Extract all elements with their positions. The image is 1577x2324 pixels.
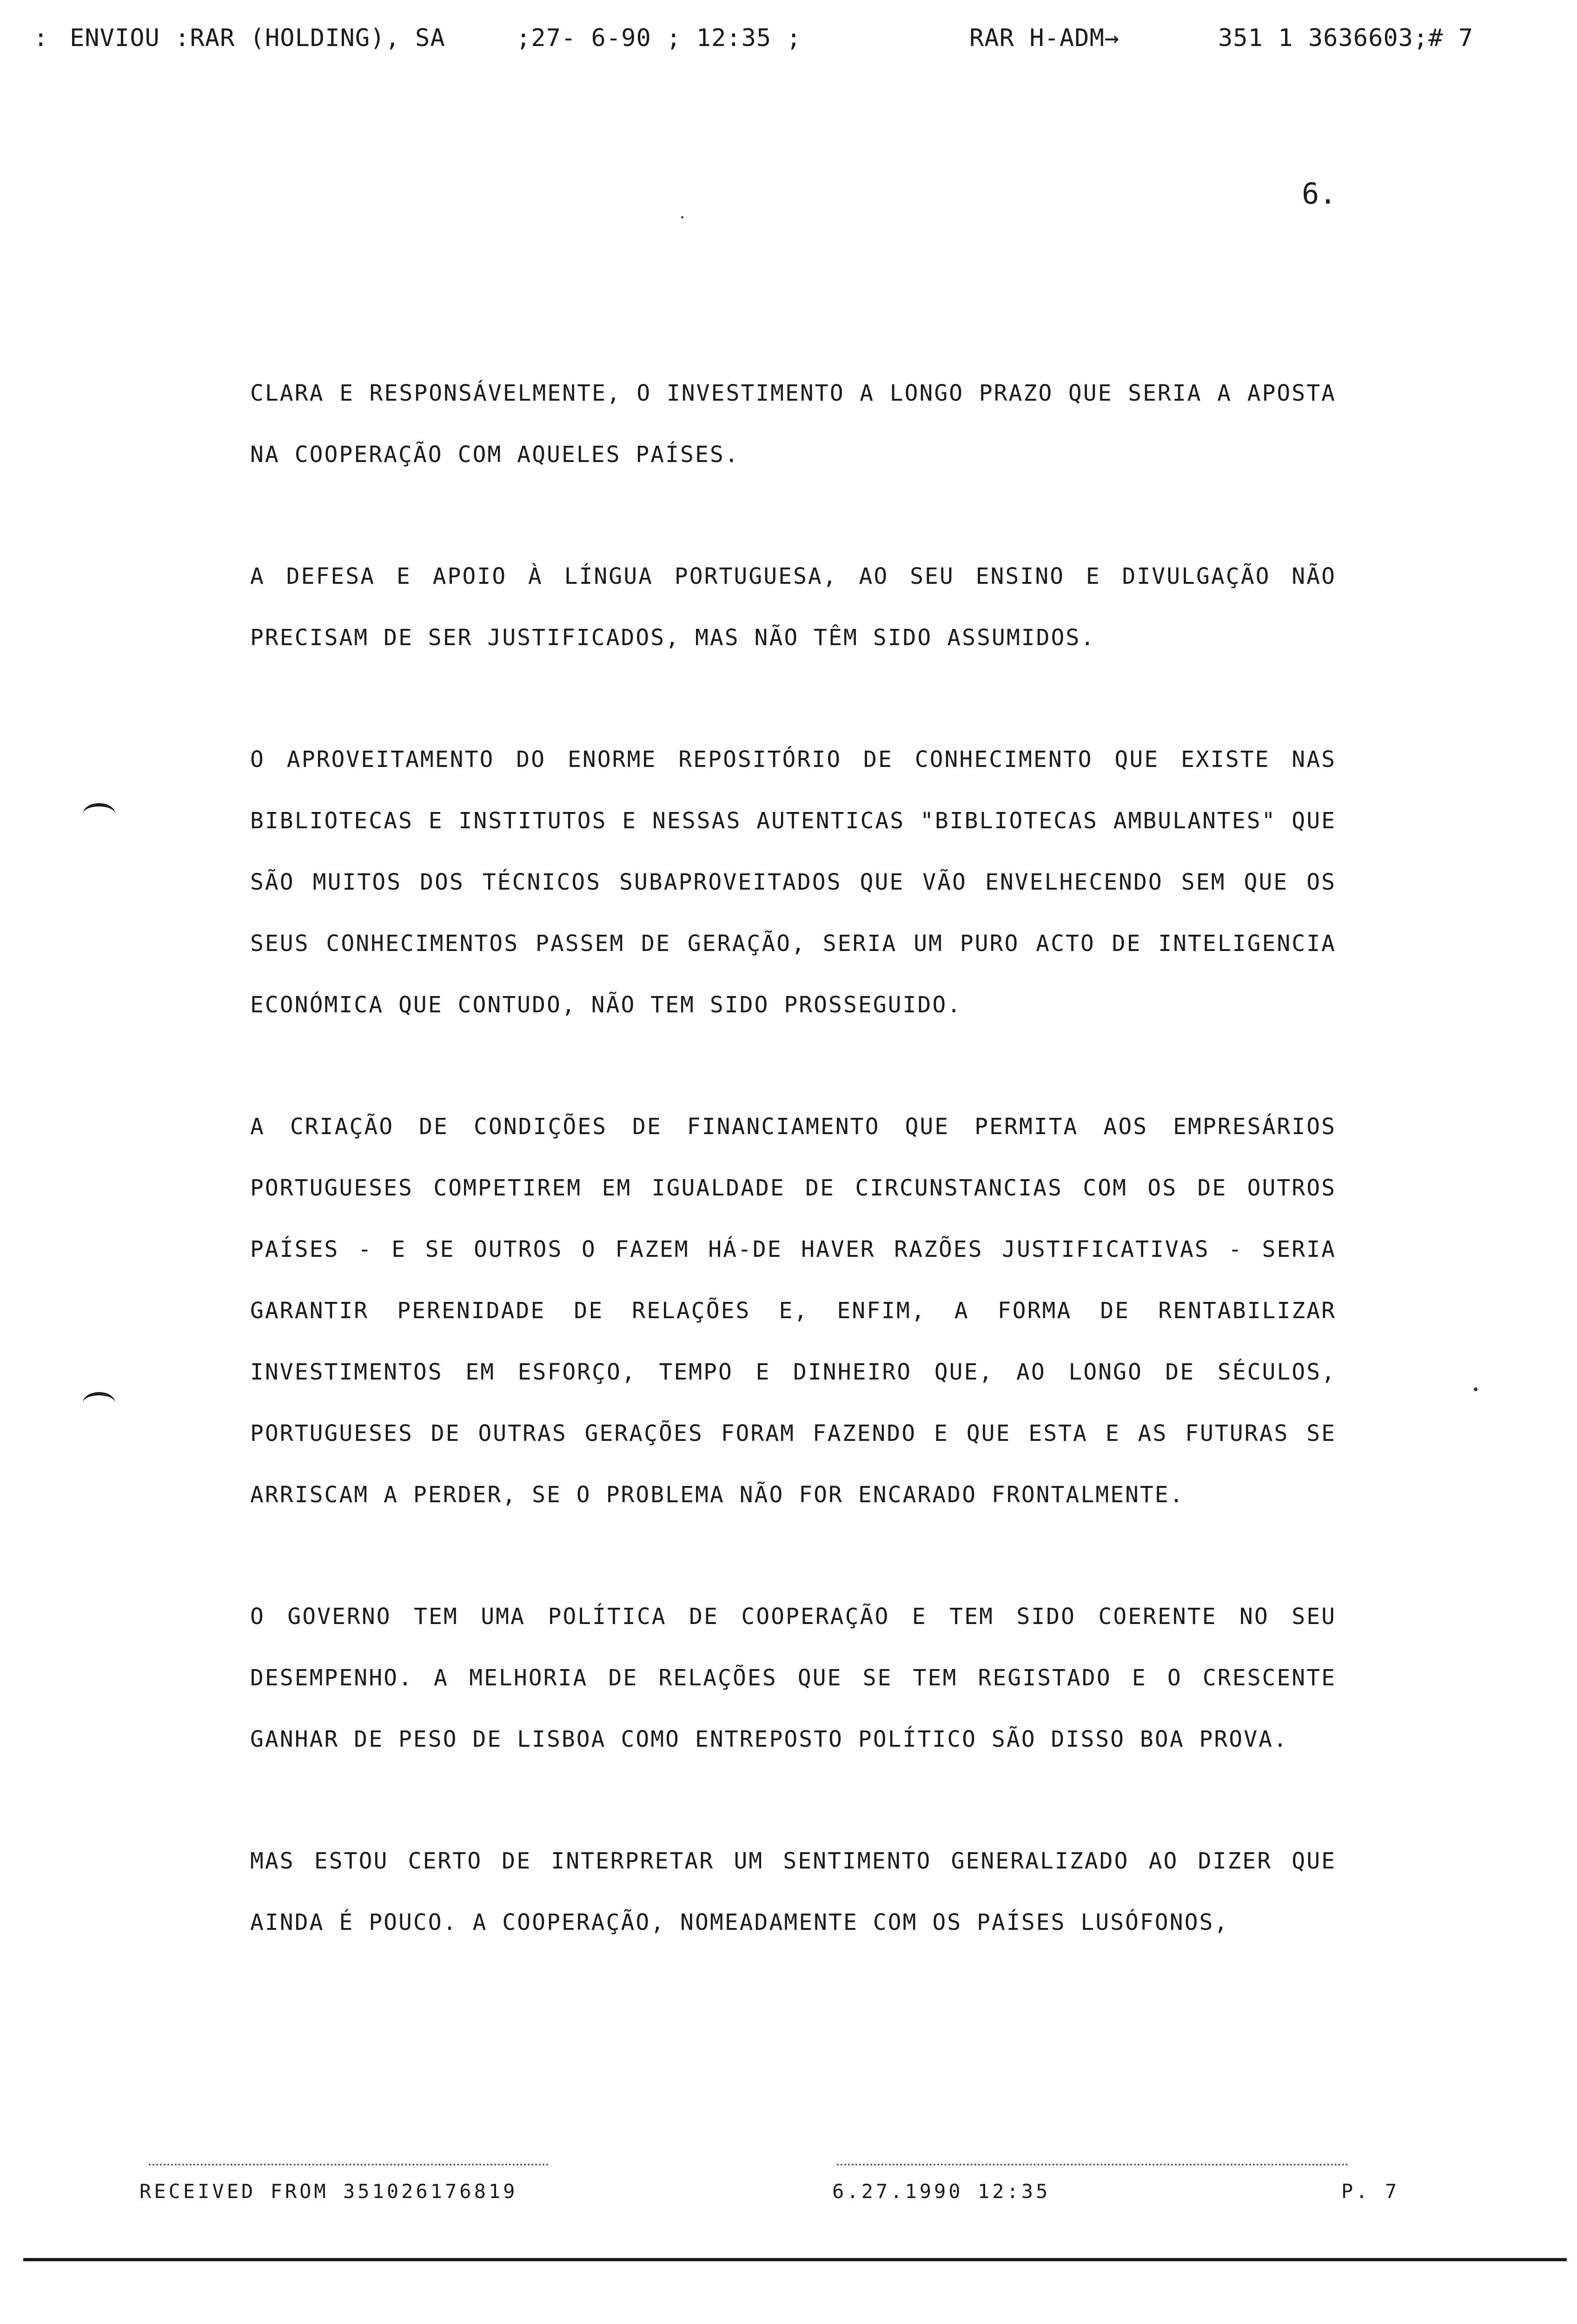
- document-body: [250, 363, 1336, 2014]
- scan-speck: [1474, 1387, 1478, 1391]
- header-sender: ENVIOU :RAR (HOLDING), SA: [70, 24, 445, 52]
- footer-datetime: 6.27.1990 12:35: [832, 2180, 1051, 2203]
- footer-page: P. 7: [1341, 2180, 1400, 2203]
- paragraph: O GOVERNO TEM UMA POLÍTICA DE COOPERAÇÃO E TEM SIDO COERENTE NO SEU DESEMPENHO. A MELHORIA DE RELAÇÕES QUE SE TEM REGISTADO E O CRESCENTE GANHAR DE PESO DE LISBOA COMO ENTREPOSTO POLÍTICO SÃO DISSO BOA PROVA.: [250, 1604, 1336, 1752]
- binder-hole-mark: [83, 1392, 115, 1414]
- paragraph: MAS ESTOU CERTO DE INTERPRETAR UM SENTIMENTO GENERALIZADO AO DIZER QUE AINDA É POUCO. A COOPERAÇÃO, NOMEADAMENTE COM OS PAÍSES LUSÓFONOS,: [250, 1848, 1336, 1935]
- footer-received-from: RECEIVED FROM 351026176819: [139, 2180, 518, 2203]
- binder-hole-mark: [83, 803, 115, 825]
- header-colon: :: [33, 24, 49, 52]
- paragraph: A DEFESA E APOIO À LÍNGUA PORTUGUESA, AO SEU ENSINO E DIVULGAÇÃO NÃO PRECISAM DE SER JUSTIFICADOS, MAS NÃO TÊM SIDO ASSUMIDOS.: [250, 563, 1336, 651]
- header-destination: RAR H-ADM→: [969, 24, 1120, 52]
- footer-dotted-rule: [837, 2164, 1348, 2166]
- header-datetime: ;27- 6-90 ; 12:35 ;: [516, 24, 802, 52]
- page-number: 6.: [1302, 177, 1337, 211]
- page-bottom-rule: [23, 2258, 1567, 2261]
- fax-footer: [0, 2180, 1577, 2212]
- footer-dotted-rule: [149, 2164, 549, 2166]
- paragraph: O APROVEITAMENTO DO ENORME REPOSITÓRIO DE CONHECIMENTO QUE EXISTE NAS BIBLIOTECAS E INSTITUTOS E NESSAS AUTENTICAS "BIBLIOTECAS AMBULANTES" QUE SÃO MUITOS DOS TÉCNICOS SUBAPROVEITADOS QUE VÃO ENVELHECENDO SEM QUE OS SEUS CONHECIMENTOS PASSEM DE GERAÇÃO, SERIA UM PURO ACTO DE INTELIGENCIA ECONÓMICA QUE CONTUDO, NÃO TEM SIDO PROSSEGUIDO.: [250, 746, 1336, 1018]
- paragraph: CLARA E RESPONSÁVELMENTE, O INVESTIMENTO A LONGO PRAZO QUE SERIA A APOSTA NA COOPERAÇÃO COM AQUELES PAÍSES.: [250, 380, 1336, 468]
- fax-header: [0, 24, 1577, 61]
- paragraph: A CRIAÇÃO DE CONDIÇÕES DE FINANCIAMENTO QUE PERMITA AOS EMPRESÁRIOS PORTUGUESES COMPETIREM EM IGUALDADE DE CIRCUNSTANCIAS COM OS DE OUTROS PAÍSES - E SE OUTROS O FAZEM HÁ-DE HAVER RAZÕES JUSTIFICATIVAS - SERIA GARANTIR PERENIDADE DE RELAÇÕES E, ENFIM, A FORMA DE RENTABILIZAR INVESTIMENTOS EM ESFORÇO, TEMPO E DINHEIRO QUE, AO LONGO DE SÉCULOS, PORTUGUESES DE OUTRAS GERAÇÕES FORAM FAZENDO E QUE ESTA E AS FUTURAS SE ARRISCAM A PERDER, SE O PROBLEMA NÃO FOR ENCARADO FRONTALMENTE.: [250, 1114, 1336, 1508]
- scan-speck: [681, 216, 683, 218]
- header-phone-page: 351 1 3636603;# 7: [1218, 24, 1474, 52]
